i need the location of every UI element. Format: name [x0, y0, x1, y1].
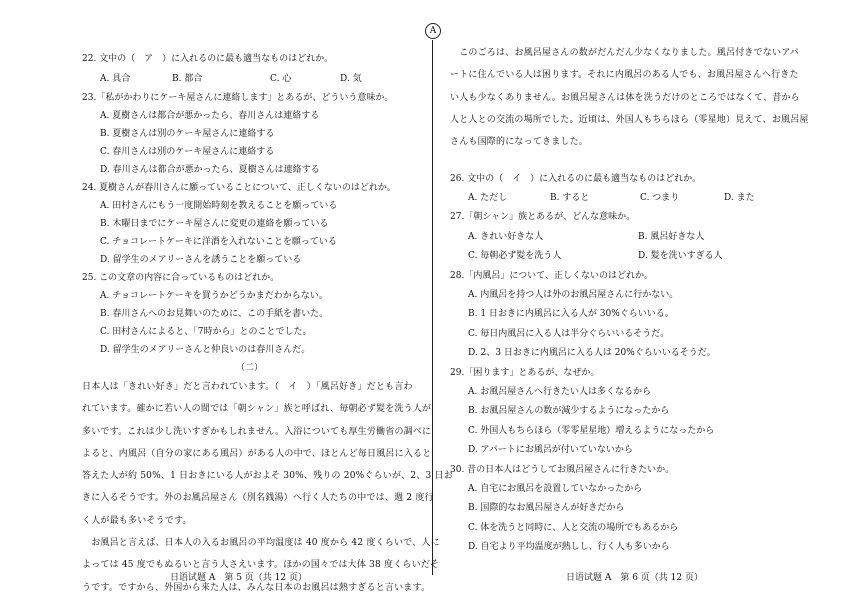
question-29: 29.「困ります」とあるが、なぜか。: [450, 368, 600, 378]
q30-option-d: D. 自宅より平均温度が熱しし、行く人も多いから: [468, 542, 670, 552]
q27-option-a: A. きれい好きな人: [468, 232, 544, 242]
q30-option-a: A. 自宅にお風呂を設置していなかったから: [468, 484, 643, 494]
question-23: 23.「私がかわりにケーキ屋さんに連絡します」とあるが、どういう意味か。: [82, 93, 394, 103]
q23-option-a: A. 夏樹さんは都合が悪かったら、春川さんは連絡する: [100, 111, 320, 121]
passage-line: 多いです。これは少し洗いすぎかもしれません。入浴についても厚生労働省の調べに: [82, 426, 432, 437]
passage-line: く人が最も多いそうです。: [82, 515, 192, 526]
q25-option-c: C. 田村さんによると、「7時から」とのことでした。: [100, 327, 312, 337]
q27-option-b: B. 風呂好きな人: [638, 232, 705, 242]
question-26: 26. 文中の（ イ ）に入れるのに最も適当なものはどれか。: [450, 174, 702, 184]
footer-right-page: 日语试题 A 第 6 页（共 12 页）: [566, 573, 703, 583]
q26-option-c: C. つまり: [640, 193, 680, 203]
question-27: 27.「朝シャン」族とあるが、どんな意味か。: [450, 212, 636, 222]
question-24: 24. 夏樹さんが春川さんに願っていることについて、正しくないのはどれか。: [82, 183, 396, 193]
passage-line: よると、内風呂（自分の家にある風呂）がある人の中で、ほとんど毎日風呂に入ると: [82, 448, 432, 459]
q22-option-c: C. 心: [270, 74, 292, 84]
q29-option-d: D. アパートにお風呂が付いていないから: [468, 445, 633, 455]
passage-line: 答えた人が約 50%、1 日おきにいる人がおよそ 30%、残りの 20%ぐらいが、2、3 日お: [82, 471, 453, 482]
q26-option-d: D. また: [724, 193, 755, 203]
q26-option-a: A. ただし: [468, 193, 508, 203]
passage-line: さんも国際的になってきました。: [450, 137, 589, 148]
question-28: 28.「内風呂」について、正しくないのはどれか。: [450, 271, 653, 281]
q23-option-c: C. 春川さんは別のケーキ屋さんに連絡する: [100, 147, 275, 157]
q28-option-c: C. 毎日内風呂に入る人は半分ぐらいいるそうだ。: [468, 329, 670, 339]
q23-option-d: D. 春川さんは都合が悪かったら、夏樹さんは連絡する: [100, 165, 320, 175]
q30-option-b: B. 国際的なお風呂屋さんが好きだから: [468, 503, 625, 513]
passage-line: 人と人との交流の場所でした。近頃は、外国人もちらほら（零星地）見えて、お風呂屋: [450, 114, 809, 125]
right-passage: [450, 42, 809, 153]
footer-left-page: 日语试题 A 第 5 页（共 12 页）: [170, 573, 307, 583]
q24-option-d: D. 留学生のメアリーさんを誘うことを願っている: [100, 255, 302, 265]
q28-option-b: B. 1 日おきに内風呂に入る人が 30%ぐらいいる。: [468, 309, 674, 319]
q24-option-b: B. 木曜日までにケーキ屋さんに変更の連絡を願っている: [100, 219, 329, 229]
q28-option-d: D. 2、3 日おきに内風呂に入る人は 20%ぐらいいるそうだ。: [468, 348, 716, 358]
passage-line: このごろは、お風呂屋さんの数がだんだん少なくなりました。風呂付きでないアパ: [450, 48, 799, 58]
q24-option-c: C. チョコレートケーキに洋酒を入れないことを願っている: [100, 237, 337, 247]
q22-option-b: B. 都合: [172, 74, 203, 84]
passage-line: い人も少なくありません。お風呂屋さんは体を洗うだけのところではなくて、昔から: [450, 92, 800, 103]
passage-line: よっては 45 度でもぬるいと言う人さえいます。ほかの国々では大体 38 度くらいだそ: [82, 560, 440, 571]
q30-option-c: C. 体を洗うと同時に、人と交流の場所でもあるから: [468, 523, 679, 533]
q29-option-a: A. お風呂屋さんへ行きたい人は多くなるから: [468, 387, 652, 397]
q22-option-a: A. 具合: [100, 74, 131, 84]
passage-line: 日本人は「きれい好き」だと言われています。（ イ ）「風呂好き」だとも言わ: [82, 382, 413, 392]
q24-option-a: A. 田村さんにもう一度開始時刻を教えることを願っている: [100, 201, 338, 211]
question-22: 22. 文中の（ ア ）に入れるのに最も適当なものはどれか。: [82, 54, 334, 64]
passage-line: うです。ですから、外国から来た人は、みんな日本のお風呂は熱すぎると言います。: [82, 582, 431, 593]
q29-option-b: B. お風呂屋さんの数が減少するようになったから: [468, 406, 670, 416]
question-25: 25. この文章の内容に合っているものはどれか。: [82, 273, 280, 283]
passage-line: れています。確かに若い人の間では「朝シャン」族と呼ばれ、毎朝必ず髪を洗う人が: [82, 404, 432, 415]
passage-line: きに入るそうです。外のお風呂屋さん（別名銭湯）へ行く人たちの中では、週 2 度行: [82, 493, 434, 504]
q27-option-d: D. 髪を洗いすぎる人: [638, 251, 723, 261]
section-title: （二）: [235, 363, 263, 373]
q25-option-b: B. 春川さんへのお見舞いのために、この手紙を書いた。: [100, 309, 329, 319]
q25-option-a: A. チョコレートケーキを買うかどうかまだわからない。: [100, 291, 328, 301]
q28-option-a: A. 内風呂を持つ人は外のお風呂屋さんに行かない。: [468, 290, 679, 300]
q27-option-c: C. 毎朝必ず髪を洗う人: [468, 251, 562, 261]
q22-option-d: D. 気: [340, 74, 362, 84]
q25-option-d: D. 留学生のメアリーさんと仲良いのは春川さんだ。: [100, 345, 311, 355]
passage-line: ートに住んでいる人は困ります。それに内風呂のある人でも、お風呂屋さんへ行きた: [450, 70, 799, 81]
question-30: 30. 昔の日本人はどうしてお風呂屋さんに行きたいか。: [450, 465, 675, 475]
section-mark: A: [425, 23, 441, 39]
passage-line: お風呂と言えば、日本人の入るお風呂の平均温度は 40 度から 42 度くらいで、人に: [82, 538, 440, 549]
q29-option-c: C. 外国人もちらほら（零零星星地）増えるようになったから: [468, 426, 715, 436]
left-passage: [82, 376, 453, 599]
q23-option-b: B. 夏樹さんは別のケーキ屋さんに連絡する: [100, 129, 275, 139]
q26-option-b: B. すると: [550, 193, 590, 203]
